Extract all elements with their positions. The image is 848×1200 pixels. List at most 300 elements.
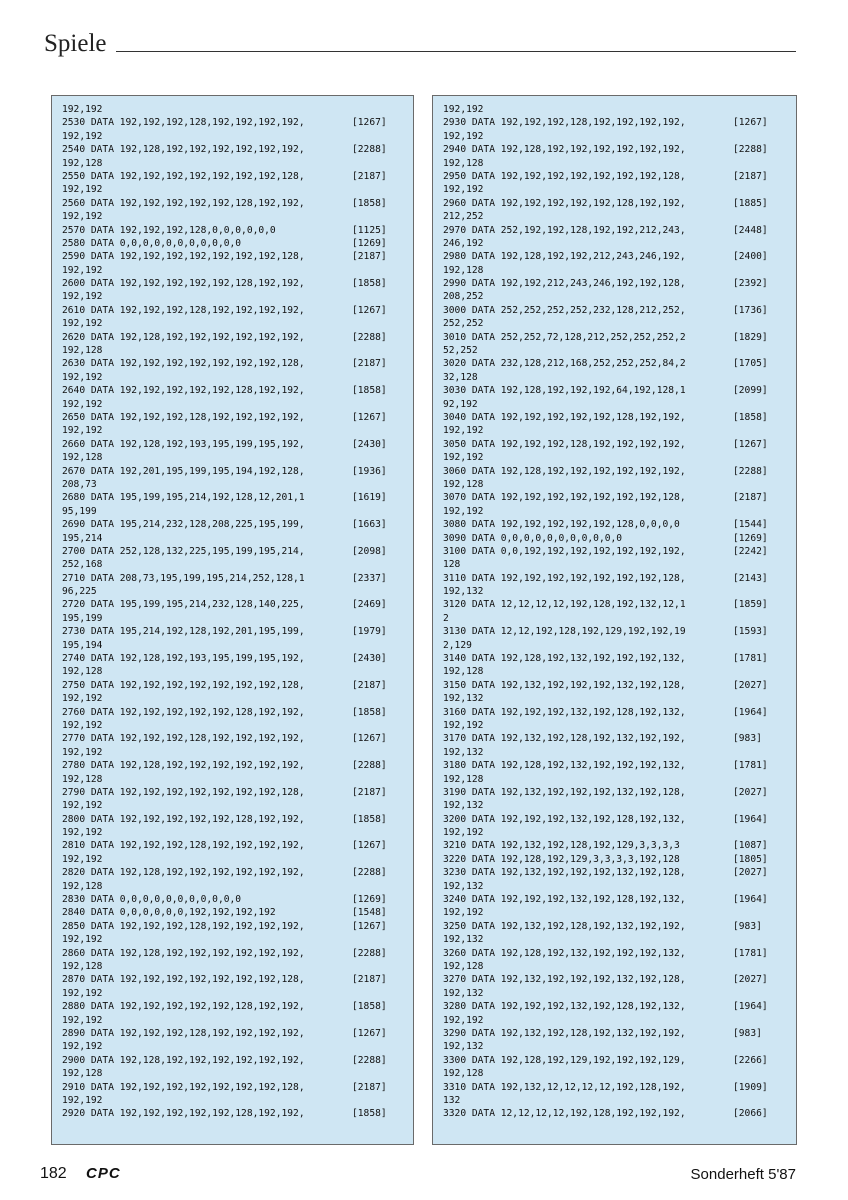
listing-code: 2640 DATA 192,192,192,192,192,128,192,192,: [62, 385, 305, 397]
listing-line: [443, 438, 796, 451]
listing-checksum: [2187]: [352, 974, 387, 986]
listing-checksum: [2288]: [352, 331, 387, 343]
listing-line: [443, 1054, 796, 1067]
listing-line: [443, 116, 796, 129]
listing-code: 3020 DATA 232,128,212,168,252,252,252,84,2: [443, 358, 686, 370]
listing-line: [62, 692, 413, 705]
listing-line: [62, 357, 413, 370]
listing-code: 192,128: [443, 1068, 484, 1080]
listing-line: [443, 197, 796, 210]
listing-line: [443, 799, 796, 812]
listing-line: [62, 598, 413, 611]
listing-checksum: [1858]: [352, 278, 387, 290]
listing-code: 192,132: [443, 880, 484, 892]
listing-line: [443, 773, 796, 786]
listing-code: 192,192: [443, 827, 484, 839]
listing-line: [443, 170, 796, 183]
listing-line: [62, 652, 413, 665]
listing-line: [443, 598, 796, 611]
listing-code: 2930 DATA 192,192,192,128,192,192,192,192,: [443, 117, 686, 129]
listing-checksum: [2027]: [733, 867, 768, 879]
listing-code: 192,192: [62, 1041, 103, 1053]
listing-code: 2720 DATA 195,199,195,214,232,128,140,225,: [62, 599, 305, 611]
listing-checksum: [1858]: [352, 1108, 387, 1120]
listing-code: 3000 DATA 252,252,252,252,232,128,212,252,: [443, 304, 686, 316]
listing-checksum: [2187]: [352, 786, 387, 798]
listing-checksum: [1125]: [352, 224, 387, 236]
listing-code: 3160 DATA 192,192,192,132,192,128,192,132,: [443, 706, 686, 718]
listing-checksum: [2187]: [352, 679, 387, 691]
listing-line: [443, 987, 796, 1000]
listing-code: 3310 DATA 192,132,12,12,12,12,192,128,192,: [443, 1081, 686, 1093]
listing-code: 2590 DATA 192,192,192,192,192,192,192,128,: [62, 251, 305, 263]
listing-line: [443, 652, 796, 665]
listing-checksum: [2099]: [733, 385, 768, 397]
listing-line: [443, 933, 796, 946]
listing-line: [62, 920, 413, 933]
listing-code: 192,192: [62, 987, 103, 999]
listing-line: [62, 799, 413, 812]
listing-code: 2760 DATA 192,192,192,192,192,128,192,192,: [62, 706, 305, 718]
listing-code: 2910 DATA 192,192,192,192,192,192,192,128,: [62, 1081, 305, 1093]
listing-code: 192,192: [62, 1014, 103, 1026]
listing-line: [443, 625, 796, 638]
listing-code: 2990 DATA 192,192,212,243,246,192,192,128,: [443, 278, 686, 290]
listing-code: 3260 DATA 192,128,192,132,192,192,192,132,: [443, 947, 686, 959]
listing-code: 3180 DATA 192,128,192,132,192,192,192,132,: [443, 760, 686, 772]
listing-line: [62, 732, 413, 745]
listing-line: [62, 585, 413, 598]
listing-line: [62, 371, 413, 384]
listing-code: 192,192: [62, 693, 103, 705]
listing-line: [443, 451, 796, 464]
listing-code: 192,192: [62, 719, 103, 731]
listing-code: 192,192: [62, 1094, 103, 1106]
listing-line: [443, 183, 796, 196]
listing-code: 192,132: [443, 800, 484, 812]
listing-line: [62, 290, 413, 303]
listing-code: 3240 DATA 192,192,192,132,192,128,192,132,: [443, 894, 686, 906]
listing-code: 192,192: [443, 452, 484, 464]
listing-checksum: [2288]: [352, 760, 387, 772]
listing-checksum: [2288]: [352, 947, 387, 959]
listing-line: [62, 465, 413, 478]
listing-code: 2580 DATA 0,0,0,0,0,0,0,0,0,0,0: [62, 237, 242, 249]
listing-line: [443, 732, 796, 745]
listing-code: 2,129: [443, 639, 472, 651]
listing-code: 192,192: [62, 211, 103, 223]
listing-checksum: [2187]: [352, 1081, 387, 1093]
listing-line: [443, 424, 796, 437]
listing-code: 192,192: [62, 264, 103, 276]
listing-line: [443, 1094, 796, 1107]
listing-code: 192,192: [62, 398, 103, 410]
listing-checksum: [1269]: [352, 894, 387, 906]
listing-checksum: [2027]: [733, 974, 768, 986]
listing-code: 192,192: [443, 130, 484, 142]
listing-line: [443, 264, 796, 277]
listing-checksum: [1267]: [352, 733, 387, 745]
listing-line: [443, 813, 796, 826]
listing-line: [443, 612, 796, 625]
listing-checksum: [1964]: [733, 706, 768, 718]
listing-line: [62, 813, 413, 826]
listing-line: [443, 478, 796, 491]
listing-code: 3150 DATA 192,132,192,192,192,132,192,128,: [443, 679, 686, 691]
listing-code: 2730 DATA 195,214,192,128,192,201,195,199,: [62, 626, 305, 638]
listing-checksum: [1964]: [733, 813, 768, 825]
listing-line: [443, 384, 796, 397]
listing-checksum: [1859]: [733, 599, 768, 611]
header-rule: [116, 51, 796, 52]
listing-code: 195,214: [62, 532, 103, 544]
listing-line: [62, 1067, 413, 1080]
listing-line: [62, 1081, 413, 1094]
listing-line: [62, 572, 413, 585]
listing-checksum: [2266]: [733, 1054, 768, 1066]
listing-line: [443, 371, 796, 384]
listing-checksum: [1909]: [733, 1081, 768, 1093]
listing-checksum: [1979]: [352, 626, 387, 638]
listing-line: [443, 558, 796, 571]
listing-code: 3110 DATA 192,192,192,192,192,192,192,128,: [443, 572, 686, 584]
listing-code: 2550 DATA 192,192,192,192,192,192,192,128,: [62, 170, 305, 182]
listing-line: [62, 103, 413, 116]
listing-line: [443, 357, 796, 370]
listing-code: 3200 DATA 192,192,192,132,192,128,192,132,: [443, 813, 686, 825]
listing-checksum: [2288]: [733, 144, 768, 156]
listing-line: [443, 572, 796, 585]
listing-checksum: [2187]: [352, 251, 387, 263]
listing-line: [443, 143, 796, 156]
listing-line: [443, 103, 796, 116]
listing-code: 192,132: [443, 934, 484, 946]
listing-checksum: [2288]: [352, 144, 387, 156]
listing-code: 246,192: [443, 237, 484, 249]
listing-line: [443, 210, 796, 223]
listing-code: 3140 DATA 192,128,192,132,192,192,192,132,: [443, 653, 686, 665]
listing-code: 192,192: [443, 505, 484, 517]
listing-line: [62, 384, 413, 397]
listing-checksum: [2337]: [352, 572, 387, 584]
listing-code: 192,128: [62, 1068, 103, 1080]
listing-code: 192,132: [443, 987, 484, 999]
listing-line: [62, 491, 413, 504]
listing-code: 2950 DATA 192,192,192,192,192,192,192,128,: [443, 170, 686, 182]
listing-code: 195,199: [62, 612, 103, 624]
listing-line: [62, 719, 413, 732]
listing-line: [443, 759, 796, 772]
listing-line: [443, 679, 796, 692]
listing-checksum: [1936]: [352, 465, 387, 477]
listing-code: 192,128: [62, 157, 103, 169]
listing-checksum: [2098]: [352, 545, 387, 557]
listing-code: 2630 DATA 192,192,192,192,192,192,192,128,: [62, 358, 305, 370]
listing-line: [62, 250, 413, 263]
listing-code: 3270 DATA 192,132,192,192,192,132,192,128,: [443, 974, 686, 986]
listing-code: 2670 DATA 192,201,195,199,195,194,192,128,: [62, 465, 305, 477]
listing-checksum: [1267]: [352, 920, 387, 932]
listing-line: [443, 639, 796, 652]
listing-code: 3320 DATA 12,12,12,12,192,128,192,192,192,: [443, 1108, 686, 1120]
listing-checksum: [1269]: [352, 237, 387, 249]
listing-code: 192,128: [62, 773, 103, 785]
listing-code: 192,128: [443, 157, 484, 169]
listing-line: [62, 143, 413, 156]
listing-line: [443, 344, 796, 357]
listing-code: 195,194: [62, 639, 103, 651]
listing-line: [443, 317, 796, 330]
listing-line: [443, 545, 796, 558]
listing-line: [443, 906, 796, 919]
listing-checksum: [2288]: [352, 867, 387, 879]
listing-code: 192,192: [443, 719, 484, 731]
listing-line: [443, 1081, 796, 1094]
listing-line: [62, 558, 413, 571]
listing-checksum: [1858]: [733, 411, 768, 423]
listing-code: 252,252: [443, 318, 484, 330]
listing-checksum: [1544]: [733, 519, 768, 531]
listing-code: 2790 DATA 192,192,192,192,192,192,192,128,: [62, 786, 305, 798]
listing-code: 192,192: [443, 1014, 484, 1026]
listing-line: [443, 331, 796, 344]
listing-code: 192,128: [443, 961, 484, 972]
listing-code: 2860 DATA 192,128,192,192,192,192,192,192,: [62, 947, 305, 959]
listing-code: 2970 DATA 252,192,192,128,192,192,212,243,: [443, 224, 686, 236]
listing-checksum: [1829]: [733, 331, 768, 343]
listing-line: [62, 424, 413, 437]
listing-code: 3190 DATA 192,132,192,192,192,132,192,128,: [443, 786, 686, 798]
listing-code: 3290 DATA 192,132,192,128,192,132,192,192,: [443, 1027, 686, 1039]
page-number: 182: [40, 1165, 67, 1182]
listing-line: [443, 853, 796, 866]
listing-code: 192,192: [443, 907, 484, 919]
listing-checksum: [2187]: [733, 492, 768, 504]
listing-code: 192,128: [62, 880, 103, 892]
listing-checksum: [1267]: [352, 117, 387, 129]
listing-code: 132: [443, 1094, 461, 1106]
listing-line: [443, 665, 796, 678]
listing-line: [62, 639, 413, 652]
listing-checksum: [1663]: [352, 519, 387, 531]
listing-line: [62, 1054, 413, 1067]
listing-line: [443, 250, 796, 263]
listing-checksum: [1267]: [352, 1027, 387, 1039]
listing-line: [443, 277, 796, 290]
listing-line: [62, 331, 413, 344]
listing-code: 3250 DATA 192,132,192,128,192,132,192,192,: [443, 920, 686, 932]
listing-checksum: [2187]: [352, 358, 387, 370]
listing-code: 2650 DATA 192,192,192,128,192,192,192,192,: [62, 411, 305, 423]
listing-line: [62, 960, 413, 973]
listing-code: 2800 DATA 192,192,192,192,192,128,192,192,: [62, 813, 305, 825]
listing-checksum: [1087]: [733, 840, 768, 852]
listing-line: [62, 973, 413, 986]
listing-line: [62, 451, 413, 464]
listing-line: [443, 719, 796, 732]
listing-checksum: [2066]: [733, 1108, 768, 1120]
listing-checksum: [1548]: [352, 907, 387, 919]
listing-line: [443, 960, 796, 973]
listing-code: 128: [443, 559, 461, 571]
listing-line: [443, 1027, 796, 1040]
listing-code: 192,192: [62, 800, 103, 812]
listing-line: [443, 866, 796, 879]
listing-line: [443, 920, 796, 933]
listing-code: 192,132: [443, 693, 484, 705]
listing-checksum: [1781]: [733, 947, 768, 959]
listing-line: [62, 665, 413, 678]
listing-code: 192,192: [62, 746, 103, 758]
listing-code: 3210 DATA 192,132,192,128,192,129,3,3,3,3: [443, 840, 680, 852]
listing-line: [443, 1067, 796, 1080]
listing-code: 192,128: [62, 961, 103, 972]
listing-code: 192,192: [62, 371, 103, 383]
listing-code: 3280 DATA 192,192,192,132,192,128,192,132,: [443, 1001, 686, 1013]
listing-code: 2600 DATA 192,192,192,192,192,128,192,192,: [62, 278, 305, 290]
listing-checksum: [1267]: [733, 117, 768, 129]
listing-line: [62, 1027, 413, 1040]
listing-code: 2870 DATA 192,192,192,192,192,192,192,128,: [62, 974, 305, 986]
listing-checksum: [1858]: [352, 385, 387, 397]
listing-line: [443, 893, 796, 906]
listing-code: 2610 DATA 192,192,192,128,192,192,192,192,: [62, 304, 305, 316]
listing-line: [62, 398, 413, 411]
listing-code: 52,252: [443, 345, 478, 357]
listing-line: [443, 518, 796, 531]
listing-code: 92,192: [443, 398, 478, 410]
listing-code: 2780 DATA 192,128,192,192,192,192,192,192,: [62, 760, 305, 772]
listing-code: 2890 DATA 192,192,192,128,192,192,192,192,: [62, 1027, 305, 1039]
listing-code: 3300 DATA 192,128,192,129,192,192,192,129,: [443, 1054, 686, 1066]
listing-line: [62, 706, 413, 719]
listing-code: 2740 DATA 192,128,192,193,195,199,195,192,: [62, 653, 305, 665]
listing-line: [62, 317, 413, 330]
listing-line: [62, 759, 413, 772]
listing-code: 3030 DATA 192,128,192,192,192,64,192,128,1: [443, 385, 686, 397]
listing-line: [62, 157, 413, 170]
listing-line: [62, 532, 413, 545]
listing-code: 3080 DATA 192,192,192,192,192,128,0,0,0,0: [443, 519, 680, 531]
listing-line: [62, 237, 413, 250]
listing-line: [443, 130, 796, 143]
listing-code: 192,192: [62, 104, 103, 115]
listing-line: [62, 438, 413, 451]
listing-code: 2530 DATA 192,192,192,128,192,192,192,192,: [62, 117, 305, 129]
listing-checksum: [2027]: [733, 786, 768, 798]
magazine-logo: CPC: [86, 1165, 121, 1182]
listing-code: 212,252: [443, 211, 484, 223]
listing-code: 3070 DATA 192,192,192,192,192,192,192,128,: [443, 492, 686, 504]
listing-checksum: [983]: [733, 733, 762, 745]
listing-line: [62, 839, 413, 852]
listing-code: 2820 DATA 192,128,192,192,192,192,192,192,: [62, 867, 305, 879]
listing-checksum: [1964]: [733, 894, 768, 906]
listing-code: 2840 DATA 0,0,0,0,0,0,192,192,192,192: [62, 907, 276, 919]
listing-line: [443, 505, 796, 518]
listing-line: [443, 1040, 796, 1053]
listing-code: 3090 DATA 0,0,0,0,0,0,0,0,0,0,0: [443, 532, 623, 544]
listing-code: 192,192: [443, 104, 484, 115]
listing-line: [443, 290, 796, 303]
listing-checksum: [2027]: [733, 679, 768, 691]
listing-line: [62, 210, 413, 223]
listing-line: [62, 1094, 413, 1107]
listing-line: [62, 612, 413, 625]
listing-checksum: [2430]: [352, 653, 387, 665]
listing-code: 2900 DATA 192,128,192,192,192,192,192,192,: [62, 1054, 305, 1066]
listing-checksum: [1781]: [733, 760, 768, 772]
listing-code: 2940 DATA 192,128,192,192,192,192,192,192,: [443, 144, 686, 156]
listing-code: 192,128: [62, 452, 103, 464]
listing-code: 192,132: [443, 586, 484, 598]
listing-checksum: [1267]: [352, 840, 387, 852]
listing-line: [443, 1107, 796, 1120]
listing-code: 192,128: [443, 666, 484, 678]
listing-line: [62, 224, 413, 237]
listing-line: [443, 947, 796, 960]
listing-code: 3230 DATA 192,132,192,192,192,132,192,128,: [443, 867, 686, 879]
listing-line: [62, 866, 413, 879]
listing-checksum: [1267]: [352, 304, 387, 316]
listing-line: [62, 411, 413, 424]
listing-code: 2620 DATA 192,128,192,192,192,192,192,192,: [62, 331, 305, 343]
listing-code: 32,128: [443, 371, 478, 383]
listing-code: 192,192: [62, 425, 103, 437]
listing-code: 3220 DATA 192,128,192,129,3,3,3,3,192,128: [443, 853, 680, 865]
listing-code: 2570 DATA 192,192,192,128,0,0,0,0,0,0: [62, 224, 276, 236]
listing-line: [443, 692, 796, 705]
listing-code: 3130 DATA 12,12,192,128,192,129,192,192,19: [443, 626, 686, 638]
listing-line: [443, 839, 796, 852]
listing-checksum: [1885]: [733, 197, 768, 209]
listing-code: 192,192: [62, 291, 103, 303]
listing-code: 2680 DATA 195,199,195,214,192,128,12,201,1: [62, 492, 305, 504]
listing-checksum: [1267]: [352, 411, 387, 423]
listing-code: 2: [443, 612, 449, 624]
listing-line: [62, 170, 413, 183]
listing-code: 192,192: [62, 184, 103, 196]
listing-line: [62, 679, 413, 692]
listing-line: [443, 585, 796, 598]
listing-code: 192,132: [443, 746, 484, 758]
listing-code: 192,192: [62, 318, 103, 330]
listing-line: [62, 344, 413, 357]
listing-checksum: [1619]: [352, 492, 387, 504]
listing-checksum: [2242]: [733, 545, 768, 557]
listing-line: [443, 880, 796, 893]
listing-line: [443, 1014, 796, 1027]
listing-checksum: [2187]: [733, 170, 768, 182]
listing-line: [62, 116, 413, 129]
listing-line: [62, 947, 413, 960]
listing-code: 192,192: [62, 130, 103, 142]
listing-code: 2700 DATA 252,128,132,225,195,199,195,214,: [62, 545, 305, 557]
listing-line: [443, 465, 796, 478]
listing-line: [62, 304, 413, 317]
listing-line: [62, 786, 413, 799]
listing-line: [62, 826, 413, 839]
listing-line: [62, 505, 413, 518]
listing-code: 2810 DATA 192,192,192,128,192,192,192,192,: [62, 840, 305, 852]
listing-code: 192,192: [443, 425, 484, 437]
listing-line: [62, 277, 413, 290]
listing-code: 192,128: [62, 345, 103, 357]
listing-checksum: [1593]: [733, 626, 768, 638]
listing-code: 2710 DATA 208,73,195,199,195,214,252,128,1: [62, 572, 305, 584]
listing-column-right: [432, 95, 797, 1145]
listing-checksum: [983]: [733, 1027, 762, 1039]
